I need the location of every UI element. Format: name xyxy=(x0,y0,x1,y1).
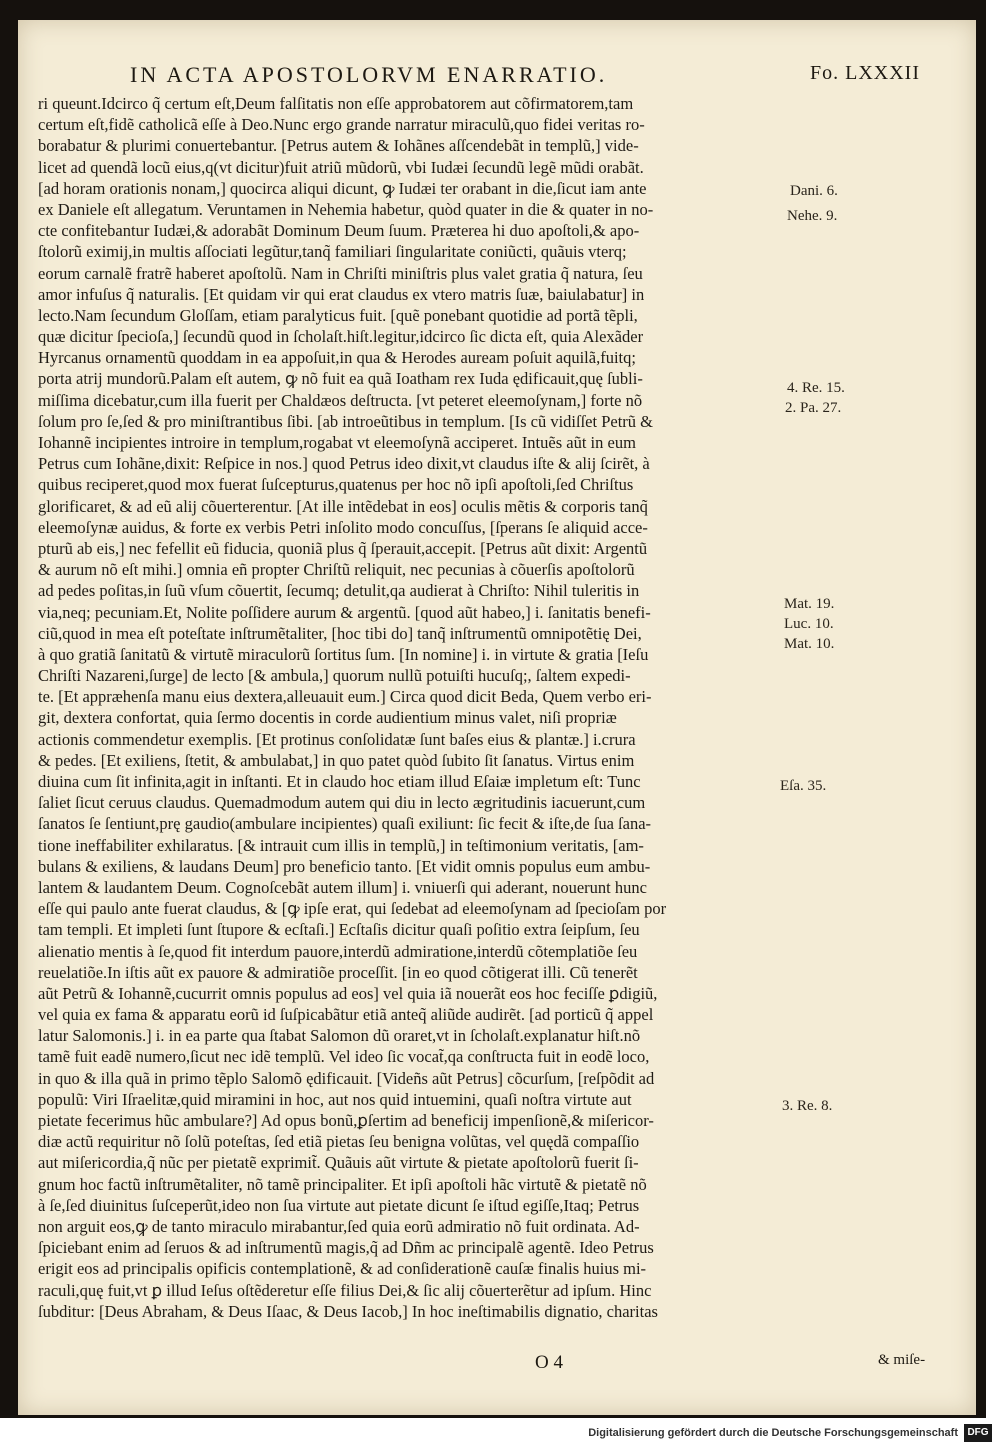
text-line: miſſima dicebatur,cum illa fuerit per Chaldæos deſtructa. [vt peteret eleemoſynam,] forte nõ xyxy=(38,390,643,410)
text-line: porta atrij mundorũ.Palam eſt autem, ꝙ nõ fuit ea quã Ioatham rex Iuda ędificauit,quę ſubli- xyxy=(38,369,643,389)
text-line: tam templi. Et impleti ſunt ſtupore & ecſtaſi.] Ecſtaſis dicitur quaſi poſitio extra ſeipſum, ſeu xyxy=(38,920,640,940)
text-line: lecto.Nam ſecundum Gloſſam, etiam paralyticus fuit. [quẽ ponebant quotidie ad portã tẽpli, xyxy=(38,305,638,325)
text-line: ſpiciebant enim ad ſeruos & ad inſtrumentũ magis,q̃ ad Dñm ac principalẽ agentẽ. Ideo Petrus xyxy=(38,1238,654,1258)
text-line: ſtolorũ eximij,in multis aſſociati legũtur,tanq̃ familiari ſingularitate coniũcti, quãuis vterq; xyxy=(38,242,627,262)
text-line: ſubditur: [Deus Abraham, & Deus Iſaac, & Deus Iacob,] In hoc ineſtimabilis dignatio, charitas xyxy=(38,1301,658,1321)
folio-number: Fo. LXXXII xyxy=(810,62,920,84)
text-line: lantem & laudantem Deum. Cognoſcebãt autem illum] i. vniuerſi qui aderant, nouerunt hunc xyxy=(38,877,647,897)
text-line: ex Daniele eſt allegatum. Veruntamen in Nehemia habetur, quòd quater in die & quater in no- xyxy=(38,199,654,219)
margin-note: 4. Re. 15. xyxy=(787,380,845,396)
margin-note: 3. Re. 8. xyxy=(782,1098,833,1114)
signature-mark: O 4 xyxy=(535,1352,563,1373)
text-line: in quo & illa quã in primo tẽplo Salomõ ędificauit. [Videñs aũt Petrus] cõcurſum, [reſpõdit ad xyxy=(38,1068,655,1088)
text-line: gnum hoc factũ inſtrumẽtaliter, nõ tamẽ principaliter. Et ipſi apoſtoli hãc virtutẽ & pietatẽ nõ xyxy=(38,1174,647,1194)
text-line: [ad horam orationis nonam,] quocirca aliqui dicunt, ꝙ Iudæi ter orabant in die,ſicut iam ante xyxy=(38,178,647,198)
text-line: Chriſti Nazareni,ſurge] de lecto [& ambula,] quorum nullũ potuiſti hucuſq;, ſaltem expedi- xyxy=(38,666,631,686)
catchword: & miſe- xyxy=(878,1352,926,1368)
text-line: eſſe qui paulo ante fuerat claudus, & [ꝙ ipſe erat, qui ſedebat ad eleemoſynam ad ſpecioſam por xyxy=(38,899,667,919)
running-title: IN ACTA APOSTOLORVM ENARRATIO. xyxy=(130,62,608,87)
text-line: pturũ ab eis,] nec fefellit eũ fiducia, quoniã plus q̃ ſperauit,accepit. [Petrus aũt dixit: Argentũ xyxy=(38,538,648,558)
text-line: populũ: Viri Iſraelitæ,quid miramini in hoc, aut nos quid intuemini, quaſi noſtra virtute aut xyxy=(38,1089,632,1109)
margin-note: Eſa. 35. xyxy=(780,778,827,794)
text-line: cte confitebantur Iudæi,& adorabãt Dominum Deum ſuum. Præterea hi duo apoſtoli,& apo- xyxy=(38,221,640,241)
margin-note: Mat. 19. xyxy=(784,596,835,612)
text-line: tione ineffabiliter exhilaratus. [& intrauit cum illis in templũ,] in teſtimonium veritatis, [am- xyxy=(38,835,644,855)
text-line: via,neq; pecuniam.Et, Nolite poſſidere aurum & argentũ. [quod aũt habeo,] i. ſanitatis benefi- xyxy=(38,602,651,622)
text-line: actionis commendetur exemplis. [Et protinus conſolidatæ ſunt baſes eius & plantæ.] i.crura xyxy=(38,729,636,749)
text-line: & aurum nõ eſt mihi.] omnia eñ propter Chriſtũ reliquit, nec pecunias à cõuerſis apoſtolorũ xyxy=(38,560,635,580)
margin-note: Mat. 10. xyxy=(784,636,835,652)
margin-note: Nehe. 9. xyxy=(787,208,838,224)
text-line: ſaliet ſicut ceruus claudus. Quemadmodum autem qui diu in lecto ægritudinis iacuerunt,cum xyxy=(38,793,646,813)
text-line: glorificaret, & ad eũ alij cõuerterentur. [At ille intẽdebat in eos] oculis mẽtis & corporis tanq̃ xyxy=(38,496,648,516)
text-line: amor infuſus q̃ naturalis. [Et quidam vir qui erat claudus ex vtero matris ſuæ, baiulabatur] in xyxy=(38,284,645,304)
text-line: diuina cum ſit infinita,agit in inſtanti. Et in claudo hoc etiam illud Eſaiæ impletum eſt: Tunc xyxy=(38,772,641,791)
text-line: vel quia ex fama & apparatu eorũ id ſuſpicabãtur etiã anteq̃ aliũde audirẽt. [ad porticũ q̃ appel xyxy=(38,1005,654,1025)
text-line: quibus reciperet,quod mox fuerat ſuſcepturus,quatenus per hoc nõ ipſi apoſtoli,ſed Chriſtus xyxy=(38,475,634,495)
text-line: git, dextera confortat, quia ſermo docentis in corde audientium minus valet, niſi propriæ xyxy=(38,708,617,728)
text-line: licet ad quendã locũ eius,q(vt dicitur)fuit atriũ mũdorũ, vbi Iudæi ſecundũ legẽ mũdi orabãt. xyxy=(38,157,644,177)
text-line: ciũ,quod in mea eſt poteſtate inſtrumẽtaliter, [hoc tibi do] tanq̃ inſtrumentũ omnipotẽtię Dei, xyxy=(38,623,642,643)
text-line: eleemoſynæ auidus, & forte ex verbis Petri inſolito modo concuſſus, [ſperans ſe aliquid acce- xyxy=(38,517,648,537)
page-header xyxy=(130,62,920,96)
text-line: pietate fecerimus hũc ambulare?] Ad opus bonũ,ꝑſertim ad beneficij impenſionẽ,& miſericor- xyxy=(38,1111,654,1130)
text-line: alienatio mentis à ſe,quod fit interdum pauore,interdũ admiratione,interdũ cõtemplatiõe ſeu xyxy=(38,941,638,961)
footer-credit: Digitalisierung gefördert durch die Deutsche Forschungsgemeinschaft xyxy=(588,1427,958,1439)
text-line: Hyrcanus ornamentũ quoddam in ea appoſuit,in qua & Herodes auream poſuit aquilã,fuitq; xyxy=(38,348,636,368)
text-line: ri queunt.Idcirco q̃ certum eſt,Deum falſitatis non eſſe approbatorem aut cõfirmatorem,tam xyxy=(38,94,634,113)
text-line: quæ dicitur ſpecioſa,] ſecundũ quod in ſcholaſt.hiſt.legitur,idcirco ſic dicta eſt, quia Alexãder xyxy=(38,327,644,347)
text-line: ſolum pro ſe,ſed & pro miniſtrantibus ſibi. [ab introeũtibus in templum. [Is cũ vidiſſet Petrũ & xyxy=(38,411,654,431)
main-text-block xyxy=(38,93,780,1322)
text-line: à quo gratiã ſanitatũ & virtutẽ miraculorũ ſortitus ſum. [In nomine] i. in virtute & gratia [Ieſu xyxy=(38,644,649,664)
text-line: Petrus cum Iohãne,dixit: Reſpice in nos.] quod Petrus ideo dixit,vt claudus iſte & alij ſcirẽt, à xyxy=(38,454,650,474)
text-line: bulans & exiliens, & laudans Deum] pro beneficio tanto. [Et vidit omnis populus eum ambu- xyxy=(38,856,651,876)
text-line: ad pedes poſitas,in ſuũ vſum cõuertit, ſecumq; detulit,qa audierat à Chriſto: Nihil tuleritis in xyxy=(38,581,640,601)
dfg-logo: DFG xyxy=(964,1424,992,1442)
text-line: latur Salomonis.] i. in ea parte qua ſtabat Salomon dũ oraret,vt in ſcholaſt.explanatur hiſt.nõ xyxy=(38,1026,641,1046)
text-line: à ſe,ſed diuinitus ſuſceperũt,ideo non ſua virtute aut pietate dicunt ſe iſtud egiſſe,Itaq; Petrus xyxy=(38,1195,640,1215)
text-line: reuelatiõe.In iſtis aũt ex pauore & admiratiõe proceſſit. [in eo quod cõtigerat illi. Cũ tenerẽt xyxy=(38,962,638,982)
text-line: borabatur & plurimi conuertebantur. [Petrus autem & Iohãnes aſſcendebãt in templũ,] vide- xyxy=(38,136,639,156)
text-line: erigit eos ad principalis opificis contemplationẽ, & ad conſiderationẽ cauſæ finalis huius mi- xyxy=(38,1259,647,1279)
margin-note: Dani. 6. xyxy=(790,183,838,199)
text-line: diæ actũ requiritur nõ ſolũ poteſtas, ſed etiã pietas ſeu benigna volũtas, vel quędã compaſſio xyxy=(38,1132,640,1152)
text-line: aut miſericordia,q̃ nũc per pietatẽ exprimit̃. Quãuis aũt virtute & pietate apoſtolorũ fuerit ſi- xyxy=(38,1153,639,1173)
margin-note: 2. Pa. 27. xyxy=(785,400,842,416)
text-line: eorum carnalẽ fratrẽ haberet apoſtolũ. Nam in Chriſti miniſtris plus valet gratia q̃ natura, ſeu xyxy=(38,263,643,283)
text-line: non arguit eos,ꝙ de tanto miraculo mirabantur,ſed quia eorũ admiratio nõ fuit ordinata. Ad- xyxy=(38,1216,640,1236)
text-line: certum eſt,fidẽ catholicã eſſe à Deo.Nunc ergo grande narratur miraculũ,quo fidei veritas ro- xyxy=(38,115,645,135)
text-line: Iohannẽ incipientes introire in templum,rogabat vt eleemoſynã acciperet. Intuẽs aũt in eum xyxy=(38,433,636,452)
text-line: & pedes. [Et exiliens, ſtetit, & ambulabat,] in quo patet quòd ſubito ſit ſanatus. Virtus enim xyxy=(38,750,635,770)
text-line: te. [Et appræhenſa manu eius dextera,alleuauit eum.] Circa quod dicit Beda, Quem verbo eri- xyxy=(38,687,652,707)
text-line: ſanatos ſe ſentiunt,prę gaudio(ambulare incipientes) quaſi exiliunt: ſic fecit & iſte,de ſua ſana- xyxy=(38,814,652,834)
margin-note: Luc. 10. xyxy=(784,616,834,632)
text-line: raculi,quę fuit,vt ꝑ illud Ieſus oſtẽderetur eſſe filius Dei,& ſic alij cõuerterẽtur ad ipſum. Hinc xyxy=(38,1280,652,1300)
text-line: aũt Petrũ & Iohannẽ,cucurrit omnis populus ad eos] vel quia iã nouerãt eos hoc feciſſe ꝑdigiũ, xyxy=(38,983,658,1003)
text-line: tamẽ fuit eadẽ numero,ſicut nec idẽ templũ. Vel ideo ſic vocat̃,qa conſtructa fuit in eodẽ loco, xyxy=(38,1047,650,1067)
